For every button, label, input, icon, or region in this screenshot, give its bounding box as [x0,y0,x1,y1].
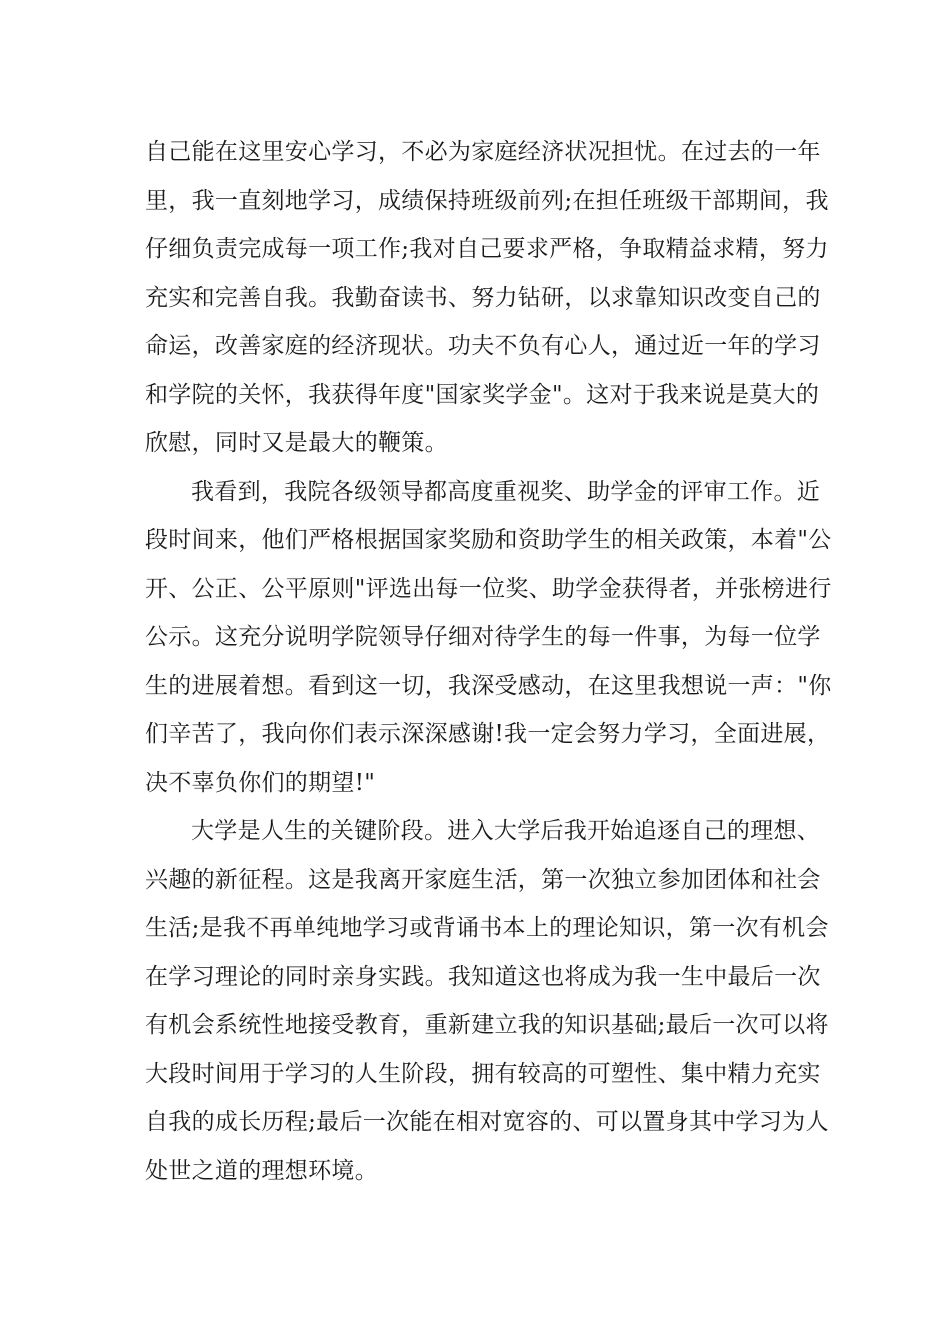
text-line: 在学习理论的同时亲身实践。我知道这也将成为我一生中最后一次 [145,963,821,990]
paragraph-1 [145,128,829,468]
document-body [145,128,832,1195]
text-line: 兴趣的新征程。这是我离开家庭生活，第一次独立参加团体和社会 [145,866,821,893]
paragraph-2 [145,468,832,808]
text-line: 仔细负责完成每一项工作;我对自己要求严格，争取精益求精，努力 [145,236,829,262]
text-line: 们辛苦了，我向你们表示深深感谢!我一定会努力学习，全面进展， [145,721,831,747]
text-line: 生活;是我不再单纯地学习或背诵书本上的理论知识，第一次有机会 [145,915,829,941]
text-line: 充实和完善自我。我勤奋读书、努力钻研，以求靠知识改变自己的 [145,284,821,311]
text-line: 决不辜负你们的期望!" [145,769,376,796]
paragraph-3 [145,807,829,1195]
text-line: 自我的成长历程;最后一次能在相对宽容的、可以置身其中学习为人 [145,1109,829,1135]
text-line: 命运，改善家庭的经济现状。功夫不负有心人，通过近一年的学习 [145,333,821,359]
text-line: 公示。这充分说明学院领导仔细对待学生的每一件事，为每一位学 [145,624,821,650]
text-line: 自己能在这里安心学习，不必为家庭经济状况担忧。在过去的一年 [145,139,821,165]
text-line: 生的进展着想。看到这一切，我深受感动，在这里我想说一声："你 [145,672,832,699]
text-line: 有机会系统性地接受教育，重新建立我的知识基础;最后一次可以将 [145,1012,829,1038]
text-line: 我看到，我院各级领导都高度重视奖、助学金的评审工作。近 [191,478,821,505]
text-line: 处世之道的理想环境。 [145,1157,378,1184]
text-line: 开、公正、公平原则"评选出每一位奖、助学金获得者，并张榜进行 [145,575,832,602]
text-line: 里，我一直刻地学习，成绩保持班级前列;在担任班级干部期间，我 [145,187,829,214]
text-line: 大学是人生的关键阶段。进入大学后我开始追逐自己的理想、 [191,818,821,844]
text-line: 欣慰，同时又是最大的鞭策。 [145,430,448,456]
text-line: 段时间来，他们严格根据国家奖励和资助学生的相关政策，本着"公 [145,527,832,553]
text-line: 大段时间用于学习的人生阶段，拥有较高的可塑性、集中精力充实 [145,1060,821,1087]
text-line: 和学院的关怀，我获得年度"国家奖学金"。这对于我来说是莫大的 [145,381,820,408]
